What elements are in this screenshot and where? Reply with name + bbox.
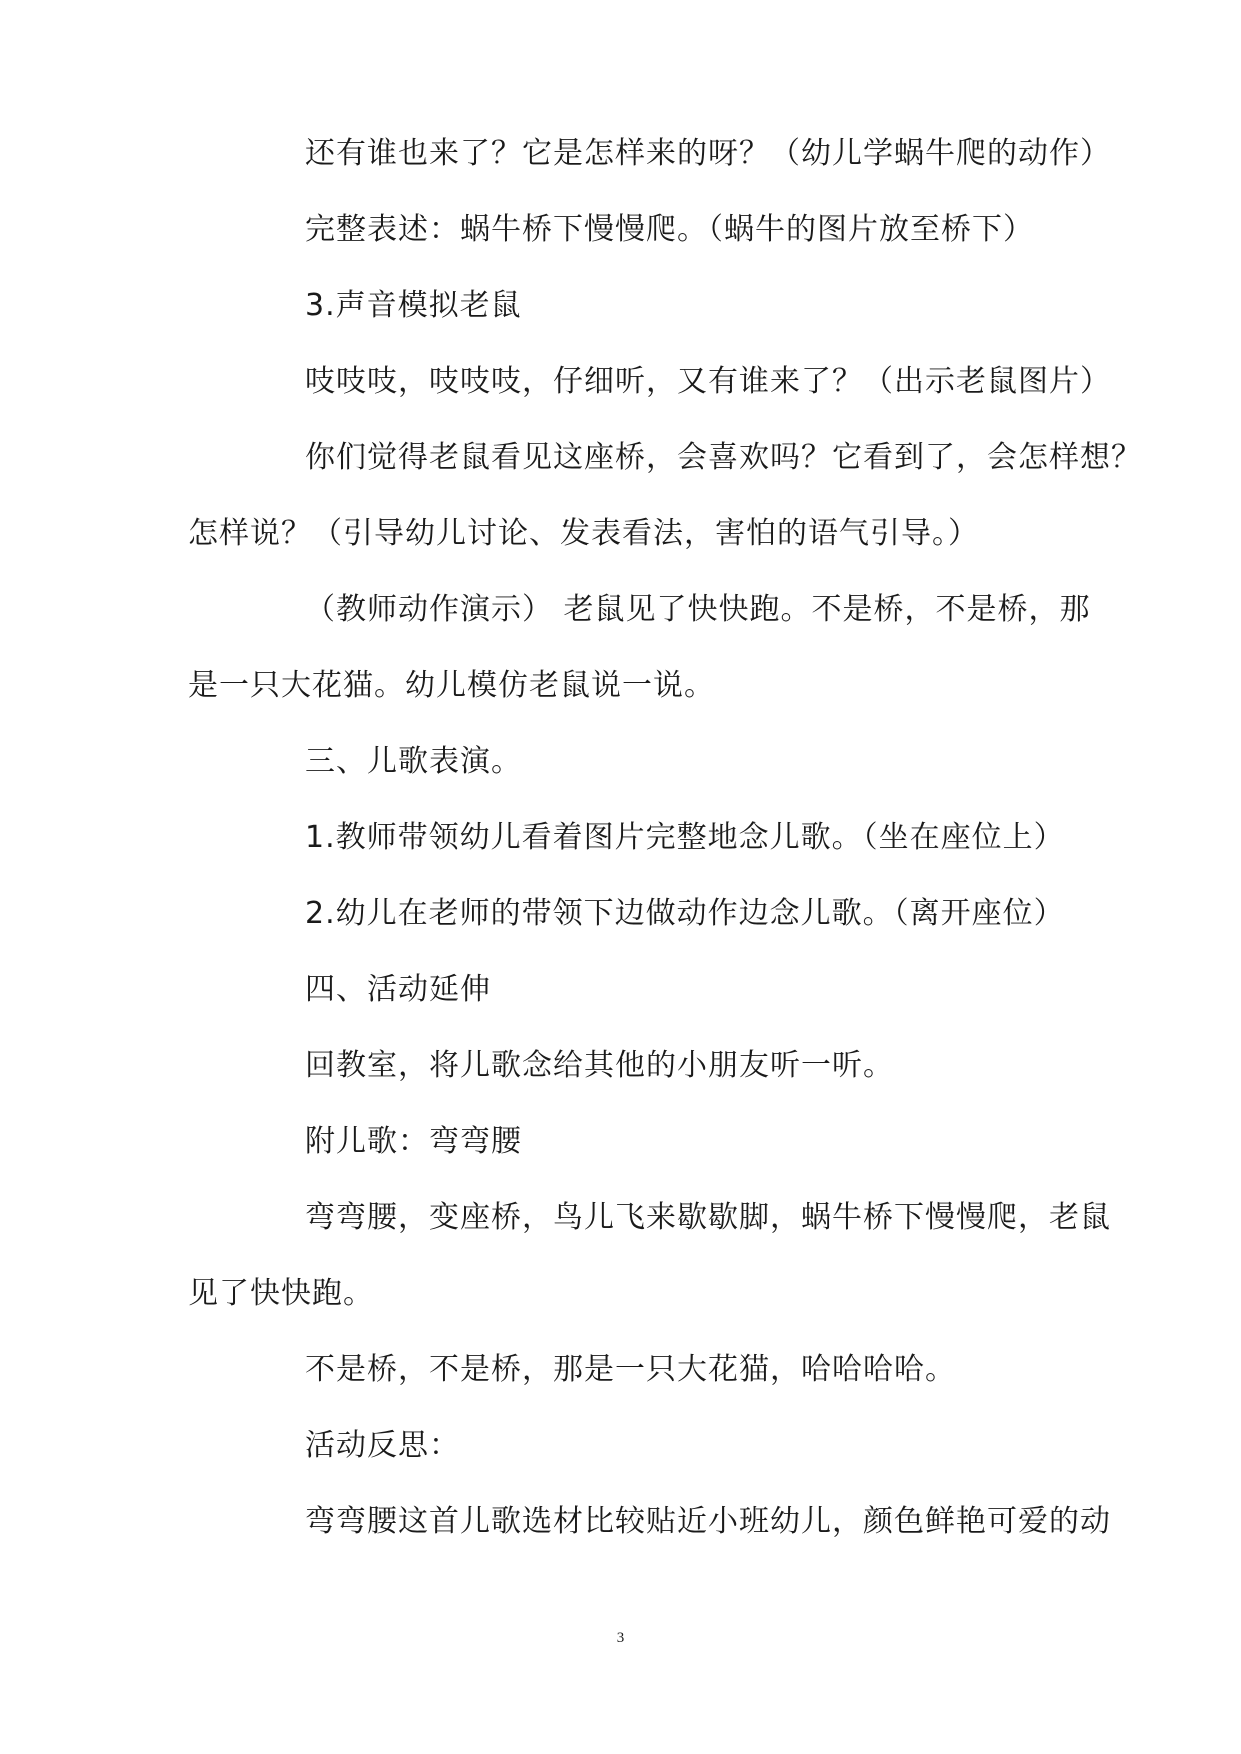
text-line: 是一只大花猫。幼儿模仿老鼠说一说。 [188,668,715,703]
text-line: 2.幼儿在老师的带领下边做动作边念儿歌。（离开座位） [305,896,1065,931]
section-heading: 三、儿歌表演。 [305,744,522,779]
text-line: 见了快快跑。 [188,1276,374,1311]
text-line: 活动反思： [305,1428,460,1463]
text-line: 回教室，将儿歌念给其他的小朋友听一听。 [305,1048,894,1083]
text-line: 你们觉得老鼠看见这座桥，会喜欢吗？它看到了，会怎样想？ [305,440,1142,475]
text-line: 弯弯腰这首儿歌选材比较贴近小班幼儿，颜色鲜艳可爱的动 [305,1504,1111,1539]
text-line: 不是桥，不是桥，那是一只大花猫，哈哈哈哈。 [305,1352,956,1387]
page-number: 3 [616,1630,625,1646]
text-line: （教师动作演示） 老鼠见了快快跑。不是桥，不是桥，那 [305,592,1091,627]
text-line: 怎样说？（引导幼儿讨论、发表看法，害怕的语气引导。） [188,516,979,551]
text-line: 附儿歌：弯弯腰 [305,1124,522,1159]
text-line: 完整表述：蜗牛桥下慢慢爬。（蜗牛的图片放至桥下） [305,212,1034,247]
text-line: 还有谁也来了？它是怎样来的呀？（幼儿学蜗牛爬的动作） [305,136,1111,171]
text-line: 吱吱吱，吱吱吱，仔细听，又有谁来了？（出示老鼠图片） [305,364,1111,399]
text-line: 1.教师带领幼儿看着图片完整地念儿歌。（坐在座位上） [305,820,1065,855]
text-line: 3.声音模拟老鼠 [305,288,522,323]
text-line: 弯弯腰，变座桥，鸟儿飞来歇歇脚，蜗牛桥下慢慢爬，老鼠 [305,1200,1111,1235]
section-heading: 四、活动延伸 [305,972,491,1007]
